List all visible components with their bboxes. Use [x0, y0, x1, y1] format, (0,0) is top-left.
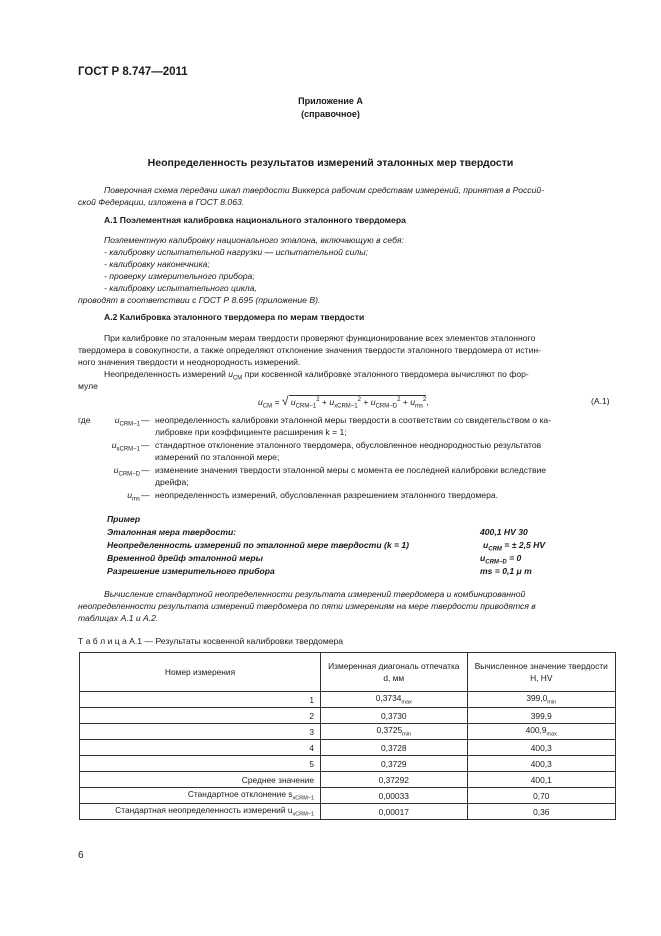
a1-line: - калибровку испытательной нагрузки — испытательной силы; — [104, 247, 368, 257]
example-value: ms = 0,1 μ m — [480, 566, 532, 576]
a1-line: - калибровку испытательного цикла, — [104, 283, 257, 293]
def-text: неопределенность измерений, обусловленная разрешением эталонного твердомера. — [155, 490, 499, 500]
def-dash: — — [141, 440, 150, 450]
def-symbol: $u_{ms}$ — [127, 490, 140, 503]
table-row — [80, 708, 616, 724]
table-cell: 4 — [80, 740, 321, 756]
table-cell: 0,3728 — [321, 740, 467, 756]
example-name: Временной дрейф эталонной меры — [107, 553, 263, 563]
def-symbol: $u_{xCRM-1}$ — [111, 440, 140, 453]
table-cell: 0,70 — [467, 788, 616, 804]
table-header: Вычисленное значение твердости H, HV — [467, 653, 616, 692]
a2-uncertainty-line-end: муле — [78, 381, 98, 391]
table-cell: 0,00017 — [321, 804, 467, 820]
def-dash: — — [141, 415, 150, 425]
table-cell: Стандартное отклонение $s_{xCRM-1}$ — [80, 788, 321, 804]
table-cell: 0,00033 — [321, 788, 467, 804]
a1-line: - проверку измерительного прибора; — [104, 271, 255, 281]
example-label: Пример — [107, 514, 141, 524]
def-symbol: $u_{CRM-1}$ — [114, 415, 140, 428]
table-row — [80, 756, 616, 772]
def-symbol: $u_{CRM-D}$ — [113, 465, 140, 478]
intro-line-2: ской Федерации, изложена в ГОСТ 8.063. — [78, 197, 245, 207]
table-cell: Среднее значение — [80, 772, 321, 788]
def-text: неопределенность калибровки эталонной меры твердости в соответствии со свидетельством о ка- — [155, 415, 552, 425]
where-prefix: где — [78, 415, 91, 425]
calc-line: таблицах А.1 и А.2. — [78, 613, 159, 623]
table-caption: Т а б л и ц а А.1 — Результаты косвенной калибровки твердомера — [78, 636, 344, 646]
a1-line: проводят в соответствии с ГОСТ Р 8.695 (приложение В). — [78, 295, 321, 305]
section-a1-heading: А.1 Поэлементная калибровка национального эталонного твердомера — [104, 215, 406, 225]
table-row — [80, 804, 616, 820]
table-row — [80, 724, 616, 740]
table-cell: $400,9_{max}$ — [467, 724, 616, 740]
a2-paragraph-line: твердомера в совокупности, а также определяют отклонение значения твердости эталонного твердомера от истин- — [78, 345, 541, 355]
a1-line: Поэлементную калибровку национального эталона, включающую в себя: — [104, 235, 404, 245]
table-cell: 0,36 — [467, 804, 616, 820]
table-cell: Стандартная неопределенность измерений $u_{xCRM-1}$ — [80, 804, 321, 820]
section-a2-heading: А.2 Калибровка эталонного твердомера по мерам твердости — [104, 312, 365, 322]
a2-uncertainty-line: Неопределенность измерений $u_{CM}$ при косвенной калибровке эталонного твердомера вычисляют по фор- — [104, 369, 529, 382]
example-value: $u_{CRM-D} = 0$ — [480, 553, 522, 566]
annex-title: Приложение А — [298, 96, 363, 106]
table-cell: 400,1 — [467, 772, 616, 788]
a2-paragraph-line: ного значения твердости и неоднородность измерений. — [78, 357, 301, 367]
document-code: ГОСТ Р 8.747—2011 — [78, 66, 188, 78]
example-name: Эталонная мера твердости: — [107, 527, 237, 537]
page-number: 6 — [78, 850, 84, 861]
calc-line: неопределенности результата измерений твердомера по пяти измерениям на мере твердости приводятся в — [78, 601, 536, 611]
def-dash: — — [141, 465, 150, 475]
table-header: Номер измерения — [80, 653, 321, 692]
table-cell: $0,3725_{min}$ — [321, 724, 467, 740]
example-value: 400,1 HV 30 — [480, 527, 528, 537]
calc-line: Вычисление стандартной неопределенности результата измерений твердомера и комбинированной — [104, 589, 526, 599]
def-text: стандартное отклонение эталонного твердомера, обусловленное неоднородностью результатов — [155, 440, 542, 450]
a1-line: - калибровку наконечника; — [104, 259, 210, 269]
table-row — [80, 692, 616, 708]
table-row — [80, 772, 616, 788]
table-cell: 0,37292 — [321, 772, 467, 788]
table-cell: $0,3734_{max}$ — [321, 692, 467, 708]
table-cell: 400,3 — [467, 756, 616, 772]
table-cell: 1 — [80, 692, 321, 708]
document-title: Неопределенность результатов измерений эталонных мер твердости — [147, 157, 514, 169]
example-name: Разрешение измерительного прибора — [107, 566, 275, 576]
table-cell: 2 — [80, 708, 321, 724]
def-text: дрейфа; — [155, 477, 189, 487]
a2-paragraph-line: При калибровке по эталонным мерам твердости проверяют функционирование всех элементов эталонного — [104, 333, 536, 343]
table-header: Измеренная диагональ отпечатка d, мм — [321, 653, 467, 692]
table-header-row — [80, 653, 616, 692]
table-cell: 5 — [80, 756, 321, 772]
def-text: измерений по эталонной мере; — [155, 452, 280, 462]
table-cell: 0,3729 — [321, 756, 467, 772]
table-cell: $399,0_{min}$ — [467, 692, 616, 708]
formula-a1: $u_{CM}$ = √ $u_{CRM-1}^2 + u_{xCRM-1}^2 + u_{CRM-D}^2 + u_{ms}^2$, — [258, 394, 429, 410]
intro-line-1: Поверочная схема передачи шкал твердости Виккерса рабочим средствам измерений, принятая в Россий- — [104, 185, 545, 195]
table-row — [80, 788, 616, 804]
table-cell: 400,3 — [467, 740, 616, 756]
def-text: либровке при коэффициенте расширения k = 1; — [155, 427, 347, 437]
def-text: изменение значения твердости эталонной меры с момента ее последней калибровки вследствие — [155, 465, 547, 475]
table-row — [80, 740, 616, 756]
table-cell: 399,9 — [467, 708, 616, 724]
formula-number: (А.1) — [591, 396, 610, 406]
example-name: Неопределенность измерений по эталонной мере твердости (k = 1) — [107, 540, 410, 550]
def-dash: — — [141, 490, 150, 500]
results-table — [79, 652, 616, 820]
table-cell: 3 — [80, 724, 321, 740]
annex-kind: (справочное) — [301, 109, 360, 119]
table-cell: 0,3730 — [321, 708, 467, 724]
example-value: $u_{CRM}$ = ± 2,5 HV — [483, 540, 546, 553]
